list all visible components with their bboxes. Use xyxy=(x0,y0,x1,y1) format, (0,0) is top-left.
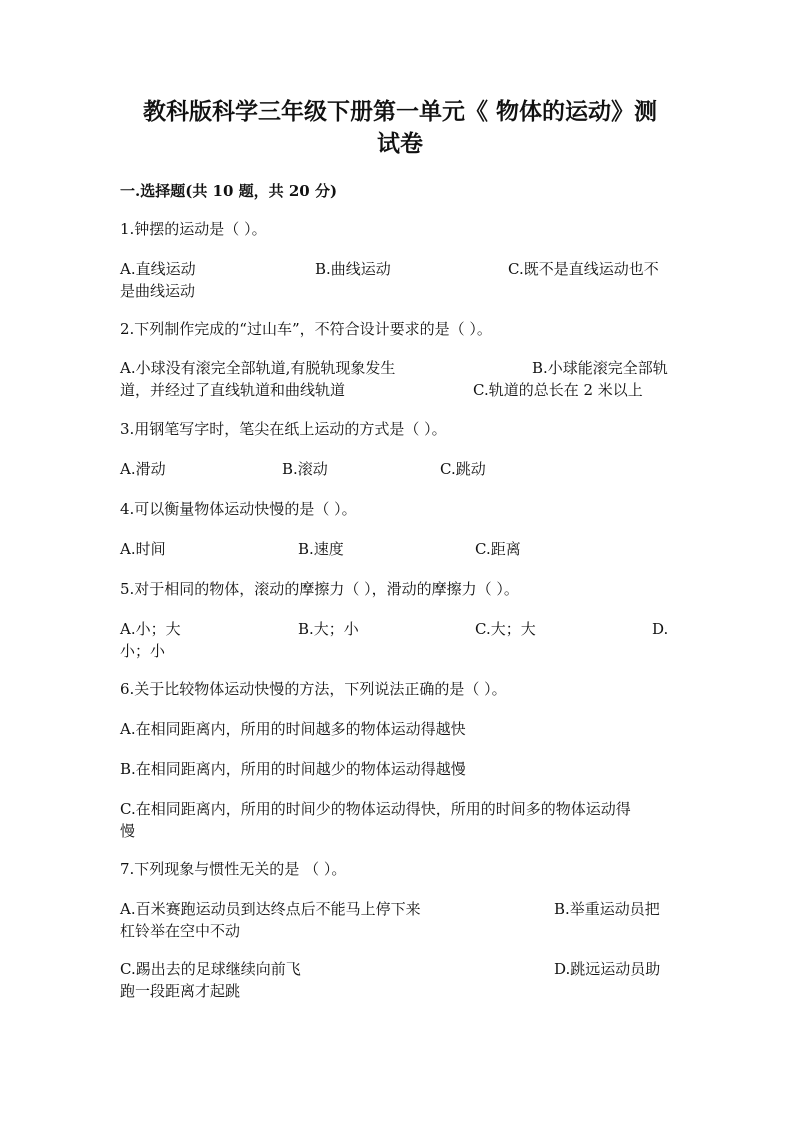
question-6-option-b: B.在相同距离内，所用的时间越少的物体运动得越慢 xyxy=(120,760,466,778)
question-7-stem: 7.下列现象与惯性无关的是 （ ）。 xyxy=(120,860,347,878)
question-1-options xyxy=(120,258,680,302)
section-heading: 一.选择题(共 10 题，共 20 分) xyxy=(120,182,338,200)
option-d-continued: 小；小 xyxy=(120,642,166,660)
option-a: A.小；大 xyxy=(120,620,181,638)
option-b: B.滚动 xyxy=(282,460,328,478)
option-d: D.跳远运动员助 xyxy=(554,960,661,978)
question-6-option-a: A.在相同距离内，所用的时间越多的物体运动得越快 xyxy=(120,720,466,738)
option-c: C.轨道的总长在 2 米以上 xyxy=(473,381,643,399)
question-3-options xyxy=(120,458,680,502)
title-line-2: 试卷 xyxy=(377,130,423,157)
option-c: C.跳动 xyxy=(440,460,486,478)
option-c-continued: 是曲线运动 xyxy=(120,282,196,300)
option-a: A.时间 xyxy=(120,540,166,558)
question-5-stem: 5.对于相同的物体，滚动的摩擦力（ ），滑动的摩擦力（ ）。 xyxy=(120,580,519,598)
option-c: C.距离 xyxy=(475,540,521,558)
question-4-stem: 4.可以衡量物体运动快慢的是（ ）。 xyxy=(120,500,357,518)
option-c: C.踢出去的足球继续向前飞 xyxy=(120,960,301,978)
question-3-stem: 3.用钢笔写字时，笔尖在纸上运动的方式是（ ）。 xyxy=(120,420,447,438)
option-b-continued: 杠铃举在空中不动 xyxy=(120,922,241,940)
option-b-continued: 道，并经过了直线轨道和曲线轨道 xyxy=(120,381,346,399)
option-c: C.大；大 xyxy=(475,620,536,638)
option-b: B.大；小 xyxy=(298,620,359,638)
question-2-stem: 2.下列制作完成的“过山车”，不符合设计要求的是（ ）。 xyxy=(120,320,492,338)
question-6-stem: 6.关于比较物体运动快慢的方法，下列说法正确的是（ ）。 xyxy=(120,680,507,698)
question-5-options xyxy=(120,618,680,662)
option-a: A.直线运动 xyxy=(120,260,196,278)
option-b: B.曲线运动 xyxy=(315,260,391,278)
option-b: B.举重运动员把 xyxy=(554,900,660,918)
option-b: B.小球能滚完全部轨 xyxy=(532,359,668,377)
question-2-options xyxy=(120,357,680,401)
option-b: B.速度 xyxy=(298,540,344,558)
question-6-option-c-continued: 慢 xyxy=(120,822,136,840)
option-a: A.滑动 xyxy=(120,460,166,478)
question-4-options xyxy=(120,538,680,582)
page-title xyxy=(100,96,700,160)
question-7-options-ab xyxy=(120,898,680,942)
option-a: A.小球没有滚完全部轨道,有脱轨现象发生 xyxy=(120,359,396,377)
option-d: D. xyxy=(652,620,669,638)
question-1-stem: 1.钟摆的运动是（ ）。 xyxy=(120,220,267,238)
option-a: A.百米赛跑运动员到达终点后不能马上停下来 xyxy=(120,900,421,918)
question-6-option-c: C.在相同距离内，所用的时间少的物体运动得快，所用的时间多的物体运动得 xyxy=(120,800,631,818)
question-7-options-cd xyxy=(120,958,680,1002)
title-line-1: 教科版科学三年级下册第一单元《 物体的运动》测 xyxy=(142,98,657,125)
option-d-continued: 跑一段距离才起跳 xyxy=(120,982,241,1000)
option-c: C.既不是直线运动也不 xyxy=(508,260,659,278)
